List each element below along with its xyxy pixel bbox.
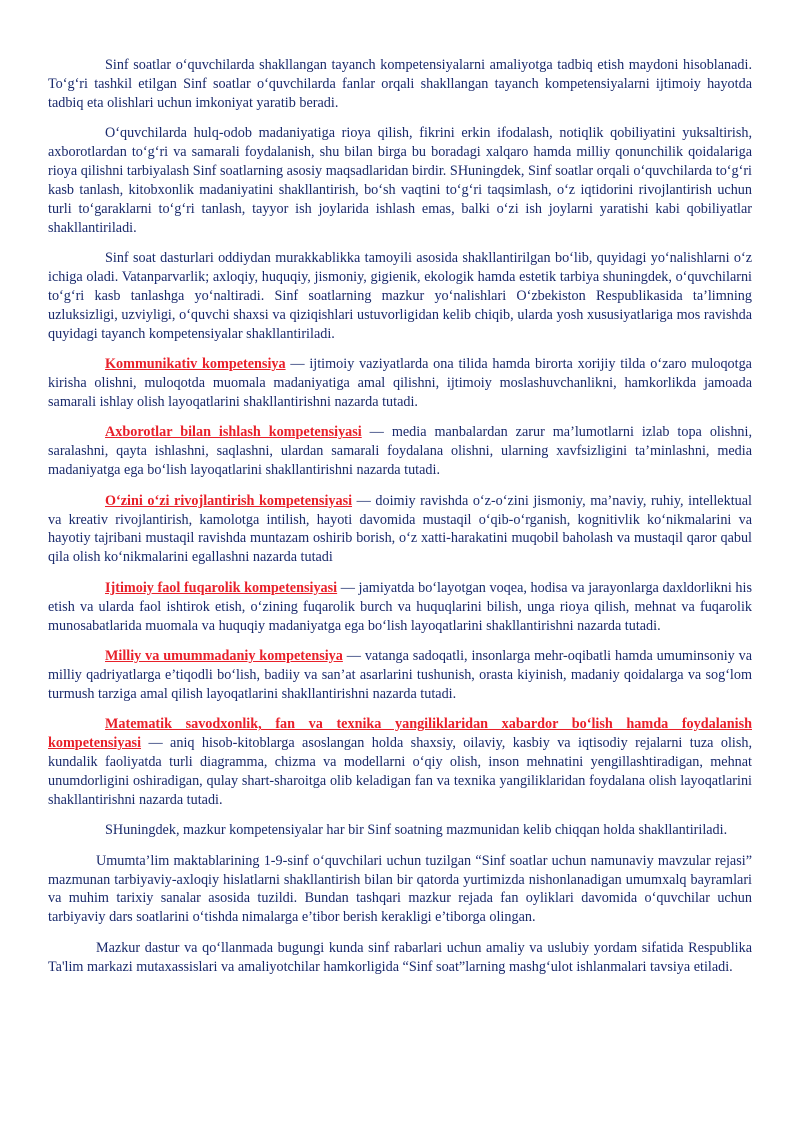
paragraph-self-development-competence [48, 492, 752, 568]
paragraph-goals [48, 124, 752, 237]
paragraph-programs [48, 249, 752, 344]
paragraph-civic-competence [48, 579, 752, 636]
paragraph-text: — media manbalardan zarur ma’lumotlarni izlab topa olishni, saralashni, qayta ishlashni, saqlashni, ulardan samarali foydalana olishni, ularning xavfsizligini ta’minlashni, media madaniyatga ega bo‘lish layoqatlarini shakllantirishni nazarda tutadi. [48, 424, 752, 479]
term-heading: Matematik savodxonlik, fan va texnika yangiliklaridan xabardor bo‘lish hamda foydalanish kompetensiyasi [48, 716, 752, 752]
paragraph-summary [48, 821, 752, 840]
term-heading: O‘zini o‘zi rivojlantirish kompetensiyasi [105, 492, 353, 509]
term-heading: Milliy va umummadaniy kompetensiya [105, 647, 343, 664]
paragraph-information-competence [48, 423, 752, 480]
paragraph-text: — ijtimoiy vaziyatlarda ona tilida hamda birorta xorijiy tilda o‘zaro muloqotga kirisha olishni, muloqotda muomala madaniyatiga amal qilishni, ijtimoiy moslashuvchanlikni, hamkorlikda jamoada samarali ishlay olish layoqatlarini shakllantirishni nazarda tutadi. [48, 356, 752, 410]
paragraph-text: Sinf soatlar o‘quvchilarda shakllangan tayanch kompetensiyalarni amaliyotga tadbiq etish maydoni hisoblanadi. To‘g‘ri tashkil etilgan Sinf soatlar o‘quvchilarda fanlar orqali shakllangan tayanch kompetensiyalarni ijtimoiy hayotda tadbiq eta olishlari uchun imkoniyat yaratib beradi. [48, 57, 752, 111]
paragraph-communicative-competence [48, 355, 752, 412]
paragraph-cultural-competence [48, 647, 752, 704]
paragraph-text: Sinf soat dasturlari oddiydan murakkablikka tamoyili asosida shakllantirilgan bo‘lib, quyidagi yo‘nalishlarni o‘z ichiga oladi. Vatanparvarlik; axloqiy, huquqiy, jismoniy, gigienik, ekologik hamda estetik tarbiya shuningdek, o‘quvchilarni to‘g‘ri kasb tanlashga yo‘naltiradi. Sinf soatlarning mazkur yo‘nalishlari O‘zbekiston Respublikasida ta’limning uzluksizligi, uzviyligi, o‘quvchi shaxsi va qiziqishlari ustuvorligidan kelib chiqib, ularda yosh xususiyatlariga mos ravishda quyidagi tayanch kompetensiyalar shakllantiriladi. [48, 250, 752, 342]
paragraph-text: O‘quvchilarda hulq-odob madaniyatiga rioya qilish, fikrini erkin ifodalash, notiqlik qobiliyatini yuksaltirish, axborotlardan to‘g‘ri va samarali foydalanish, shu bilan birga bu boradagi xalqaro hamda milliy qonunchilik qoidalariga rioya qilishni tarbiyalash Sinf soatlarning asosiy maqsadlaridan birdir. SHuningdek, Sinf soatlar orqali o‘quvchilarda to‘g‘ri kasb tanlash, kitobxonlik madaniyatini shakllantirish, bo‘sh vaqtini to‘g‘ri taqsimlash, o‘z iqtidorini rivojlantirish uchun turli to‘garaklarni to‘g‘ri tanlash, tayyor ish joylarida ishlash emas, balki o‘zi ish joylarni yaratishi kabi qobiliyatlar shakllantiriladi. [48, 125, 752, 236]
term-heading: Ijtimoiy faol fuqarolik kompetensiyasi [105, 579, 338, 596]
paragraph-intro [48, 56, 752, 113]
paragraph-text: — aniq hisob-kitoblarga asoslangan holda shaxsiy, oilaviy, kasbiy va iqtisodiy rejalarni tuza olish, kundalik faoliyatda turli diagramma, chizma va modellarni o‘qiy olish, inson mehnatini yengillashtiradigan, mehnat unumdorligini oshiradigan, qulay shart-sharoitga olib keladigan fan va texnika yangiliklaridan foydalana olish layoqatlarini shakllantirishni nazarda tutadi. [48, 735, 752, 808]
term-heading: Axborotlar bilan ishlash kompetensiyasi [105, 424, 362, 441]
paragraph-text: SHuningdek, mazkur kompetensiyalar har bir Sinf soatning mazmunidan kelib chiqqan holda shakllantiriladi. [105, 822, 728, 839]
term-heading: Kommunikativ kompetensiya [105, 356, 286, 373]
paragraph-text: — vatanga sadoqatli, insonlarga mehr-oqibatli hamda umuminsoniy va milliy qadriyatlarga e’tiqodli bo‘lish, badiiy va san’at asarlarini tushunish, orasta kiyinish, madaniy qoidalarga va sog‘lom turmush tarziga amal qilish layoqatlarini shakllantirishni nazarda tutadi. [48, 647, 752, 702]
paragraph-recommendation [48, 939, 752, 977]
document-page [48, 56, 752, 988]
paragraph-text: Umumta’lim maktablarining 1-9-sinf o‘quvchilari uchun tuzilgan “Sinf soatlar uchun namunaviy mavzular rejasi” mazmunan tarbiyaviy-axloqiy hislatlarni shakllantirish bilan bir qatorda yurtimizda nishonlanadigan umumxalq bayramlari va muhim tarixiy sanalar asosida tuzildi. Bundan tashqari mazkur rejada fan oyliklari davomida o‘quvchilar uchun tarbiyaviy dars soatlarini o‘tishda nimalarga e’tibor berish kerakligi e’tiborga olingan. [48, 852, 752, 926]
paragraph-math-science-competence [48, 715, 752, 810]
paragraph-text: — jamiyatda bo‘layotgan voqea, hodisa va jarayonlarga daxldorlikni his etish va ularda faol ishtirok etish, o‘zining fuqarolik burch va huquqlarini bilish, unga rioya qilish, mehnat va fuqarolik munosabatlarida muomala va huquqiy madaniyatga ega bo‘lish layoqatlarini shakllantirishni nazarda tutadi. [48, 579, 752, 634]
paragraph-plan [48, 852, 752, 928]
paragraph-text: Mazkur dastur va qo‘llanmada bugungi kunda sinf rabarlari uchun amaliy va uslubiy yordam sifatida Respublika Ta'lim markazi mutaxassislari va amaliyotchilar hamkorligida “Sinf soat”larning mashg‘ulot ishlanmalari tavsiya etiladi. [48, 939, 752, 975]
paragraph-text: — doimiy ravishda o‘z-o‘zini jismoniy, ma’naviy, ruhiy, intellektual va kreativ rivojlantirish, kamolotga intilish, hayoti davomida mustaqil o‘qib-o‘rganish, kognitivlik ko‘nikmalarini va hayotiy tajribani mustaqil ravishda muntazam oshirib borish, o‘z xatti-harakatini muqobil baholash va mustaqil qaror qabul qila olish ko‘nikmalarini egallashni nazarda tutadi [48, 492, 752, 566]
